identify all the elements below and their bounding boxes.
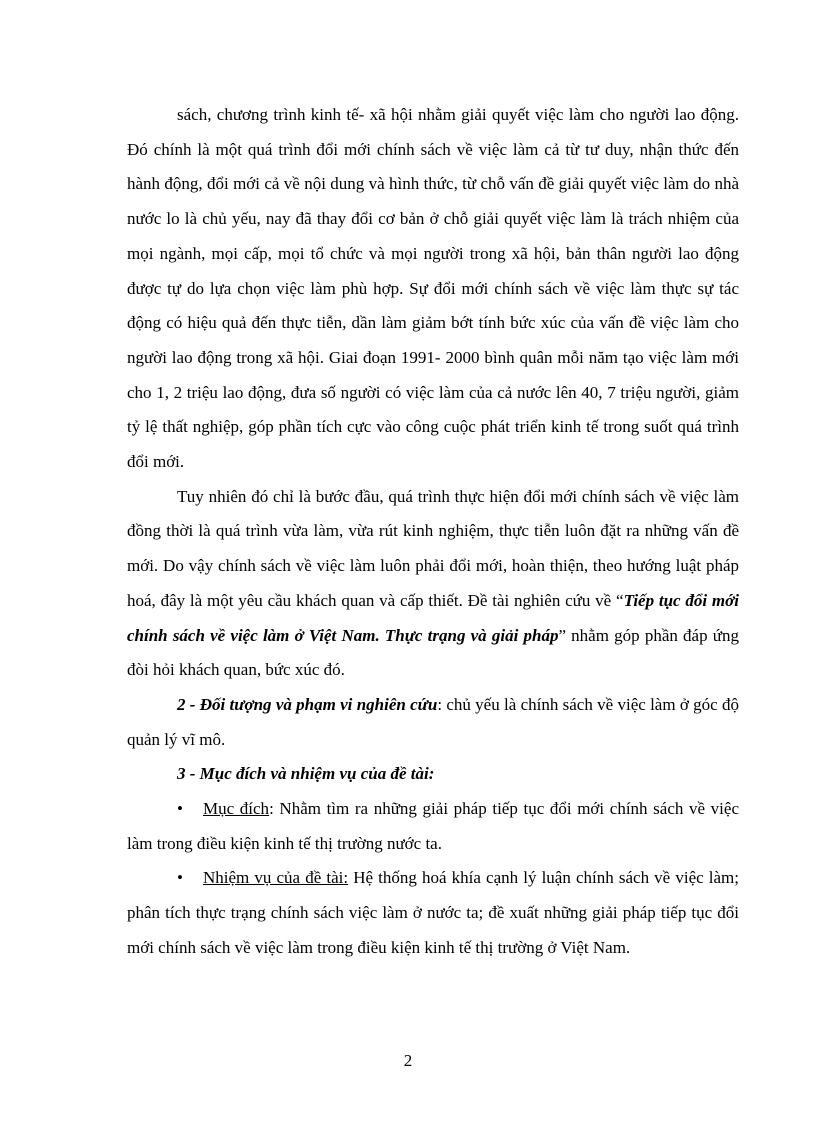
page-number: 2	[403, 1051, 413, 1070]
bullet-icon: •	[177, 868, 183, 888]
paragraph-2	[127, 480, 739, 688]
section-3-heading: 3 - Mục đích và nhiệm vụ của đề tài:	[177, 764, 435, 784]
body-text	[127, 98, 739, 966]
paragraph-2-start: Tuy nhiên đó chỉ là bước đầu, quá trình thực hiện đổi mới chính sách về việc làm đồng thời là quá trình vừa làm, vừa rút kinh nghiệm, thực tiễn luôn đặt ra những vấn đề mới. Do vậy chính sách về việc làm luôn phải đổi mới, hoàn thiện, theo hướng luật pháp hoá, đây là một yêu cầu khách quan và cấp thiết. Đề tài nghiên cứu về “	[127, 486, 739, 610]
bullet-text-purpose: : Nhằm tìm ra những giải pháp tiếp tục đổi mới chính sách về việc làm trong điều kiện kinh tế thị trường nước ta.	[127, 799, 739, 853]
bullet-text-tasks: Hệ thống hoá khía cạnh lý luận chính sách về việc làm; phân tích thực trạng chính sách việc làm ở nước ta; đề xuất những giải pháp tiếp tục đổi mới chính sách về việc làm trong điều kiện kinh tế thị trường ở Việt Nam.	[127, 868, 739, 957]
bullet-item-purpose	[127, 792, 739, 861]
section-2	[127, 688, 739, 757]
section-2-heading: 2 - Đối tượng và phạm vi nghiên cứu	[177, 694, 438, 714]
paragraph-2-end: ” nhằm góp phần đáp ứng đòi hỏi khách quan, bức xúc đó.	[127, 625, 740, 680]
section-2-text: : chủ yếu là chính sách về việc làm ở góc độ quản lý vĩ mô.	[127, 694, 739, 749]
paragraph-1-text: sách, chương trình kinh tế- xã hội nhằm giải quyết việc làm cho người lao động. Đó chính là một quá trình đổi mới chính sách về việc làm cả từ tư duy, nhận thức đến hành động, đổi mới cả về nội dung và hình thức, từ chỗ vấn đề giải quyết việc làm do nhà nước lo là chủ yếu, nay đã thay đổi cơ bản ở chỗ giải quyết việc làm là trách nhiệm của mọi ngành, mọi cấp, mọi tổ chức và mọi người trong xã hội, bản thân người lao động được tự do lựa chọn việc làm phù hợp. Sự đổi mới chính sách về việc làm thực sự tác động có hiệu quả đến thực tiễn, dần làm giảm bớt tính bức xúc của vấn đề việc làm cho người lao động trong xã hội. Giai đoạn 1991- 2000 bình quân mỗi năm tạo việc làm mới cho 1, 2 triệu lao động, đưa số người có việc làm của cả nước lên 40, 7 triệu người, giảm tỷ lệ thất nghiệp, góp phần tích cực vào công cuộc phát triển kinh tế trong suốt quá trình đổi mới.	[127, 105, 739, 472]
bullet-label-purpose: Mục đích	[203, 799, 270, 819]
paragraph-continuation	[127, 98, 739, 480]
bullet-item-tasks	[127, 861, 739, 965]
bullet-label-tasks: Nhiệm vụ của đề tài:	[203, 868, 349, 888]
bullet-icon: •	[177, 799, 183, 819]
thesis-title: Tiếp tục đổi mới chính sách về việc làm ở Việt Nam. Thực trạng và giải pháp	[127, 590, 739, 645]
section-3	[127, 757, 739, 792]
